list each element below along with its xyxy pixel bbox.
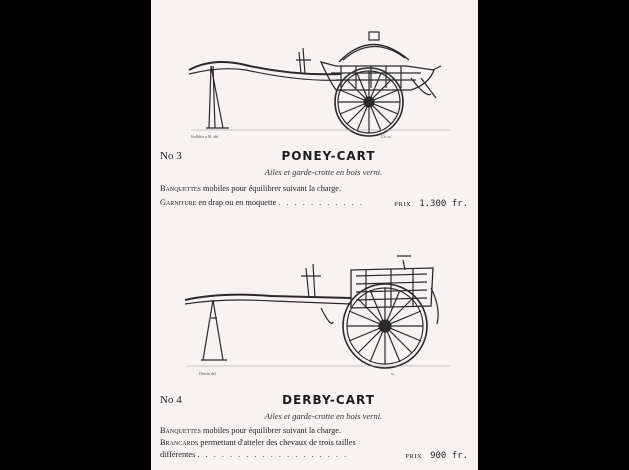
poney-cart-engraving [151,18,478,143]
signature-right: Ch. sc. [381,134,392,139]
signature-left: Kolblitz a M. del. [191,134,220,139]
entry-title: DERBY-CART [282,393,375,407]
price [405,449,468,463]
poney-cart-illustration [151,18,478,143]
entry-subtitle: Ailes et garde-crotte en bois verni. [264,411,383,421]
description-line: Brancards permettant d'atteler des chevaux de trois tailles [160,438,356,447]
catalog-page [151,0,478,470]
signature-right: sc. [391,371,396,376]
entry-number: No 4 [160,394,182,406]
price-label: PRIX [405,453,423,460]
description-line: Banquettes mobiles pour équilibrer suivant la charge. [160,184,342,193]
signature-left: Dessin del. [199,371,217,376]
entry-description [160,182,478,210]
price-value: 1.300 fr. [419,199,468,209]
entry-title: PONEY-CART [281,149,376,163]
price-label: PRIX [394,201,412,208]
derby-cart-engraving [151,248,478,378]
description-line: Banquettes mobiles pour équilibrer suivant la charge. [160,426,342,435]
entry-description [160,425,478,461]
description-line: Garniture en drap ou en moquette . . . . . . . . . . . [160,198,364,207]
entry-poney-cart [151,150,478,210]
entry-subtitle: Ailes et garde-crotte en bois verni. [264,167,383,177]
price-value: 900 fr. [430,451,468,461]
price [394,196,468,212]
description-line: différentes . . . . . . . . . . . . . . . . . . . [160,450,349,459]
entry-number: No 3 [160,150,182,162]
derby-cart-illustration [151,248,478,378]
entry-derby-cart [151,394,478,461]
